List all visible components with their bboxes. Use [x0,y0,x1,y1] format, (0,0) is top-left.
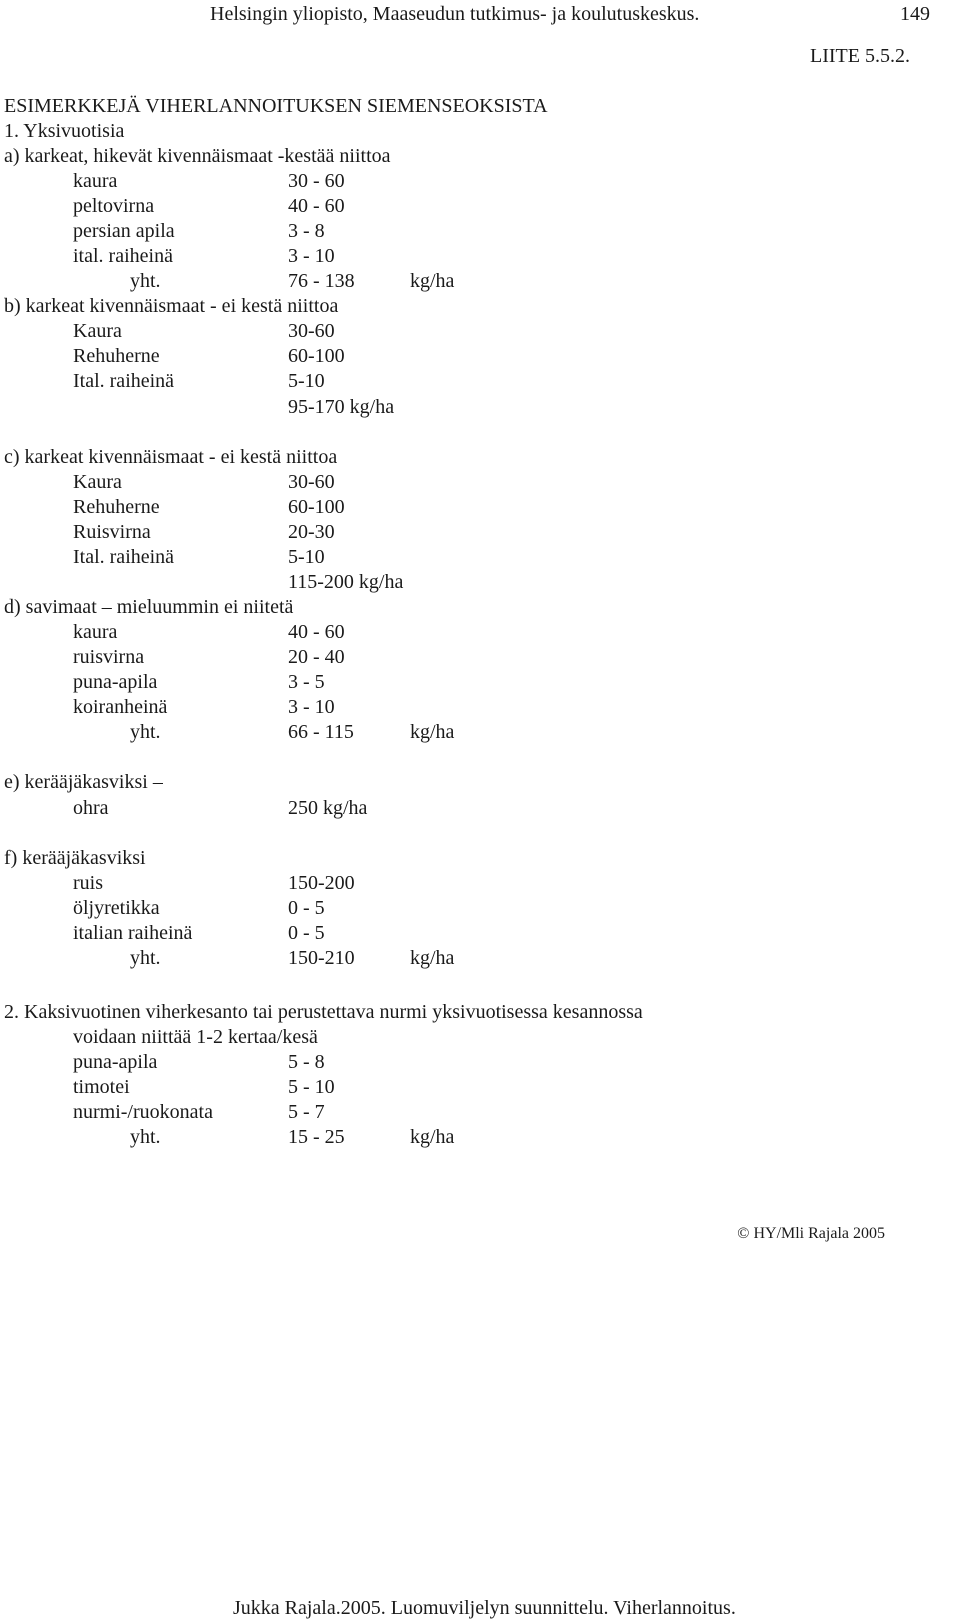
seed-amount: 60-100 [288,345,345,367]
seed-amount: 30-60 [288,471,335,493]
total-amount: 66 - 115 [288,721,354,743]
plant-name: timotei [73,1076,130,1098]
plant-name: Rehuherne [73,496,160,518]
total-amount: 15 - 25 [288,1126,345,1148]
plant-name: Ruisvirna [73,521,151,543]
plant-name: Ital. raiheinä [73,370,175,392]
subsection-c-heading: c) karkeat kivennäismaat - ei kestä niittoa [4,446,338,468]
subsection-b-heading: b) karkeat kivennäismaat - ei kestä niittoa [4,295,339,317]
total-unit: kg/ha [410,947,455,969]
seed-amount: 20-30 [288,521,335,543]
total-amount: 150-210 [288,947,355,969]
seed-amount: 0 - 5 [288,922,325,944]
plant-name: ital. raiheinä [73,245,173,267]
seed-amount: 30 - 60 [288,170,345,192]
plant-name: koiranheinä [73,696,168,718]
seed-amount: 5 - 8 [288,1051,325,1073]
plant-name: italian raiheinä [73,922,193,944]
seed-amount: 5 - 10 [288,1076,335,1098]
total-unit: kg/ha [410,721,455,743]
plant-name: Kaura [73,320,122,342]
plant-name: Ital. raiheinä [73,546,175,568]
plant-name: nurmi-/ruokonata [73,1101,213,1123]
plant-name: persian apila [73,220,175,242]
header-institution: Helsingin yliopisto, Maaseudun tutkimus- ja koulutuskeskus. [210,3,700,25]
section-1-heading: 1. Yksivuotisia [4,120,125,142]
section-2-subheading: voidaan niittää 1-2 kertaa/kesä [73,1026,318,1048]
plant-name: ohra [73,797,109,819]
seed-amount: 3 - 10 [288,696,335,718]
plant-name: puna-apila [73,1051,158,1073]
plant-name: Kaura [73,471,122,493]
seed-amount: 150-200 [288,872,355,894]
seed-amount: 20 - 40 [288,646,345,668]
copyright-notice: © HY/Mli Rajala 2005 [737,1225,885,1242]
total-label: yht. [130,270,161,292]
seed-amount: 5-10 [288,546,325,568]
total-label: yht. [130,947,161,969]
total-label: yht. [130,1126,161,1148]
total-unit: kg/ha [410,1126,455,1148]
subsection-a-heading: a) karkeat, hikevät kivennäismaat -kestää niittoa [4,145,391,167]
total-amount: 76 - 138 [288,270,355,292]
seed-amount: 5-10 [288,370,325,392]
plant-name: peltovirna [73,195,155,217]
plant-name: Rehuherne [73,345,160,367]
seed-amount: 250 kg/ha [288,797,368,819]
total-amount: 95-170 kg/ha [288,396,395,418]
plant-name: puna-apila [73,671,158,693]
seed-amount: 0 - 5 [288,897,325,919]
plant-name: kaura [73,170,118,192]
total-unit: kg/ha [410,270,455,292]
plant-name: öljyretikka [73,897,160,919]
seed-amount: 40 - 60 [288,621,345,643]
plant-name: kaura [73,621,118,643]
subsection-d-heading: d) savimaat – mieluummin ei niitetä [4,596,294,618]
seed-amount: 3 - 8 [288,220,325,242]
seed-amount: 40 - 60 [288,195,345,217]
total-amount: 115-200 kg/ha [288,571,404,593]
appendix-label: LIITE 5.5.2. [810,45,910,67]
subsection-e-heading: e) kerääjäkasviksi – [4,771,163,793]
seed-amount: 3 - 5 [288,671,325,693]
total-label: yht. [130,721,161,743]
seed-amount: 3 - 10 [288,245,335,267]
seed-amount: 30-60 [288,320,335,342]
footer-citation: Jukka Rajala.2005. Luomuviljelyn suunnittelu. Viherlannoitus. [233,1597,736,1619]
subsection-f-heading: f) kerääjäkasviksi [4,847,146,869]
plant-name: ruisvirna [73,646,145,668]
seed-amount: 5 - 7 [288,1101,325,1123]
section-2-heading: 2. Kaksivuotinen viherkesanto tai perustettava nurmi yksivuotisessa kesannossa [4,1001,643,1023]
document-title: ESIMERKKEJÄ VIHERLANNOITUKSEN SIEMENSEOKSISTA [4,95,548,117]
plant-name: ruis [73,872,103,894]
page-number: 149 [900,3,930,25]
seed-amount: 60-100 [288,496,345,518]
